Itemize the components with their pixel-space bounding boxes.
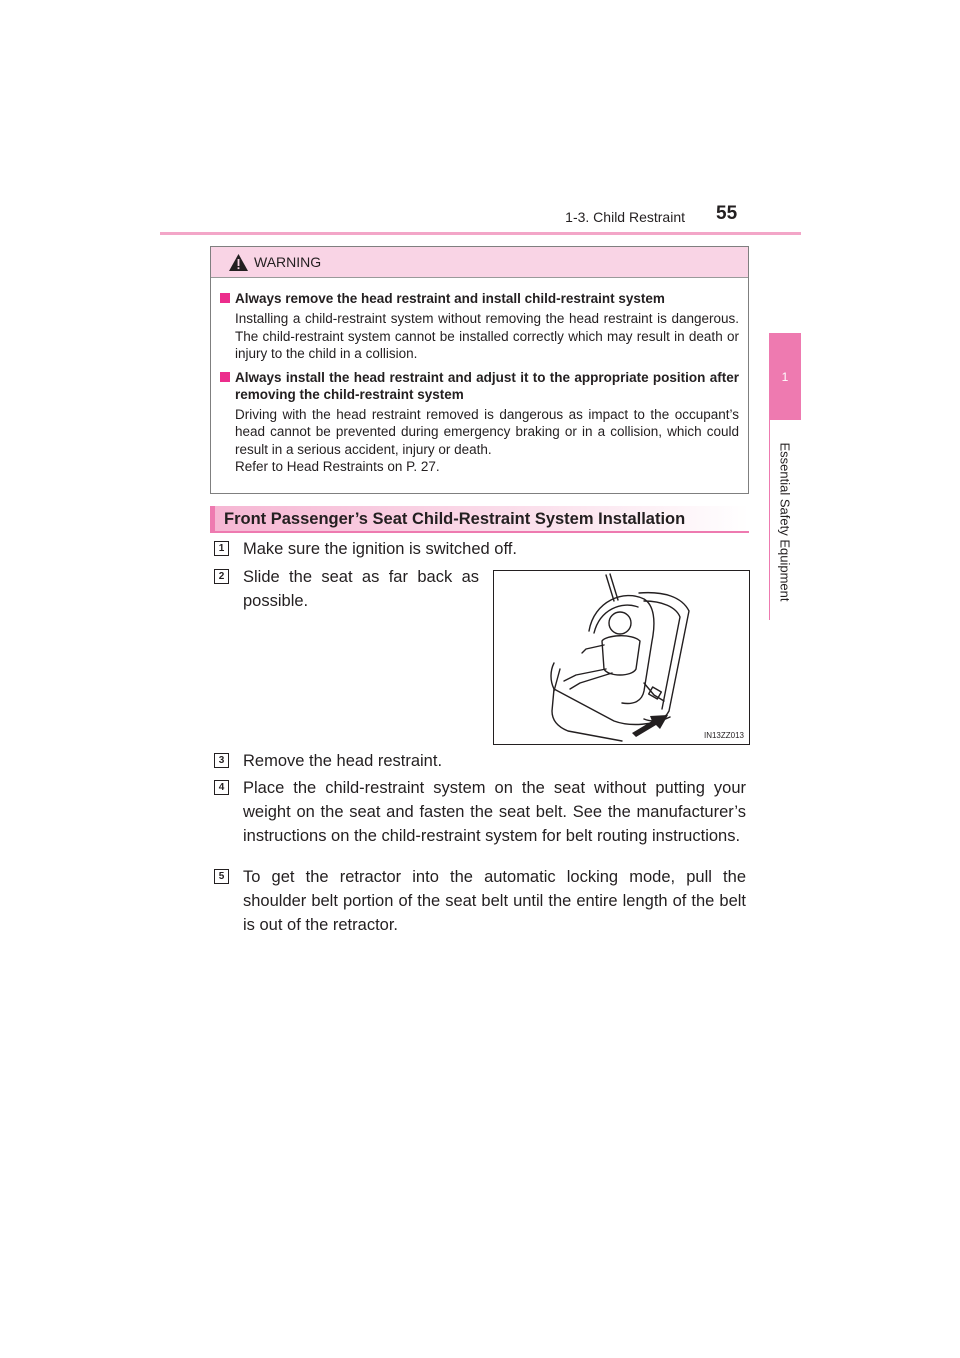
step-text: To get the retractor into the automatic locking mode, pull the shoulder belt portion of the seat belt until the entire length of the belt is out of the retractor. [243, 868, 746, 934]
chapter-tab [769, 333, 801, 420]
chapter-tab-line [769, 420, 770, 620]
warning-item [220, 290, 739, 363]
warning-item-line: Driving with the head restraint removed is dangerous as impact to the occupant’s head cannot be prevented during emergency braking or in a collision, which could result in a serious accident, injury or death. [235, 406, 739, 457]
step-number-box: 4 [214, 780, 229, 795]
child-seat-illustration [493, 570, 750, 745]
step-text: Make sure the ignition is switched off. [243, 540, 517, 558]
square-bullet-icon [220, 293, 230, 303]
step-number-box: 3 [214, 753, 229, 768]
step-number-box: 1 [214, 541, 229, 556]
warning-item-heading: Always install the head restraint and adjust it to the appropriate position after removing the child-restraint system [235, 369, 739, 402]
chapter-number: 1 [781, 369, 789, 384]
step-text: Slide the seat as far back as possible. [243, 568, 479, 610]
warning-item-heading: Always remove the head restraint and install child-restraint system [235, 291, 665, 306]
square-bullet-icon [220, 372, 230, 382]
step-number-box: 2 [214, 569, 229, 584]
warning-item-text [220, 310, 739, 363]
illustration-code: IN13ZZ013 [703, 731, 744, 740]
page-number: 55 [716, 203, 738, 224]
step-number-box: 5 [214, 869, 229, 884]
child-seat-drawing [494, 571, 749, 744]
warning-item [220, 369, 739, 476]
chapter-title: Essential Safety Equipment [777, 442, 793, 602]
warning-header [211, 247, 748, 278]
warning-box [210, 246, 749, 494]
warning-item-line: Installing a child-restraint system without removing the head restraint is dangerous. The child-restraint system cannot be installed correctly which may result in death or injury to the child in a collision. [235, 311, 739, 361]
step-text: Remove the head restraint. [243, 752, 443, 770]
warning-triangle-icon [228, 253, 249, 272]
warning-title: WARNING [254, 254, 322, 270]
step-text: Place the child-restraint system on the seat without putting your weight on the seat and fasten the seat belt. See the manufacturer’s instructions on the child-restraint system for belt routing instructions. [243, 779, 746, 845]
warning-body [211, 278, 748, 476]
warning-item-text [220, 406, 739, 476]
section-heading [210, 506, 749, 533]
section-heading-rule [210, 531, 749, 533]
running-header-section: 1-3. Child Restraint [565, 209, 685, 225]
section-title: Front Passenger’s Seat Child-Restraint System Installation [224, 510, 686, 528]
header-rule [160, 232, 801, 235]
warning-item-line: Refer to Head Restraints on P. 27. [235, 459, 440, 474]
